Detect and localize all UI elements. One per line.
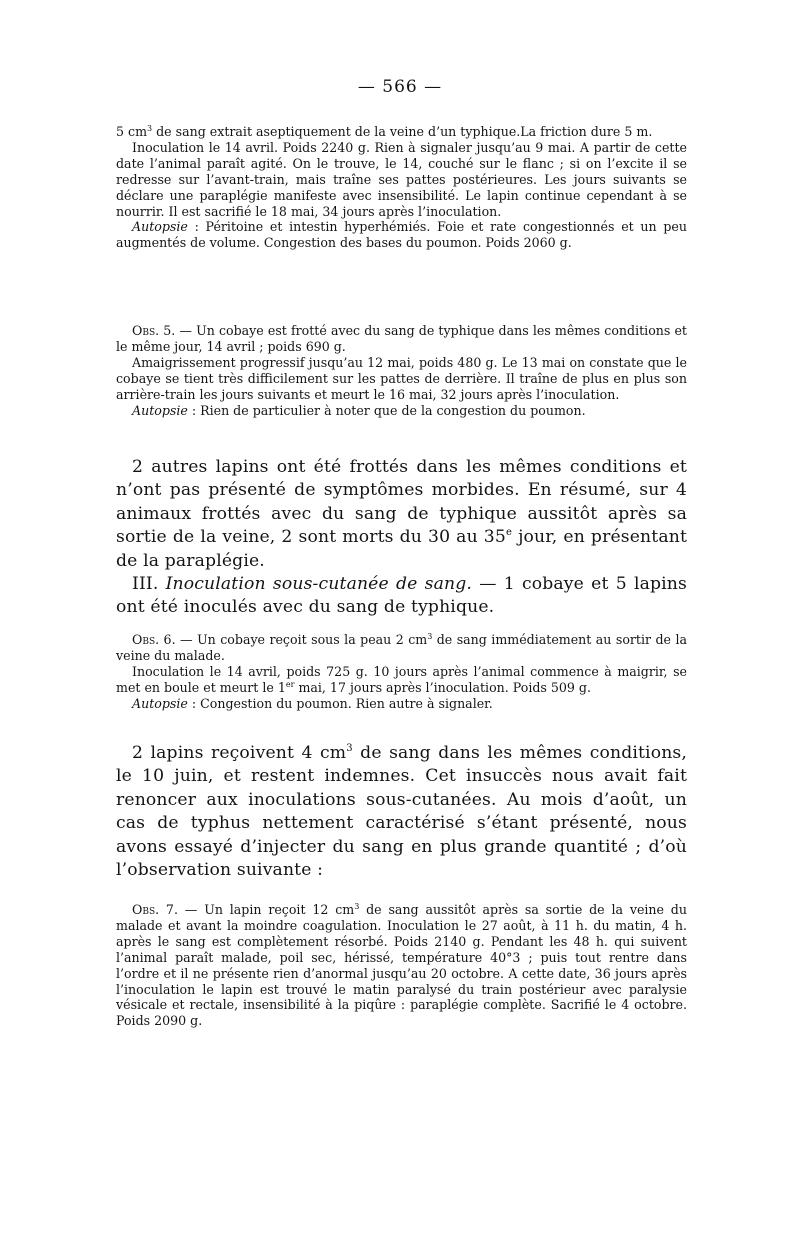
text: de sang aussitôt après sa sortie de la veine du malade et avant la moindre coagulation. Inoculation le 27 août, à 11 h. du matin, 4 h. après le sang est complètement résorbé. Poids 2140 g. Pendant les 48 h. qui suivent l’animal paraît malade, poil sec, hérissé, température 40°3 ; puis tout rentre dans l’ordre et il ne présente rien d’anormal jusqu’au 20 octobre. A cette date, 36 jours après l’inoculation le lapin est trouvé le matin paralysé du train postérieur avec paralysie vésicale et rectale, insensibilité à la piqûre : paraplégie complète. Sacrifié le 4 octobre. Poids 2090 g. (116, 902, 687, 1029)
text: : Péritoine et intestin hyperhémiés. Foie et rate congestionnés et un peu augmentés de volume. Congestion des bases du poumon. Poids 2060 g. (116, 219, 687, 251)
text: jour, en présentant de la paraplégie. (116, 527, 688, 571)
text: 2 lapins reçoivent 4 cm (132, 743, 347, 763)
text: : Congestion du poumon. Rien autre à signaler. (187, 695, 493, 711)
paragraph (116, 664, 687, 696)
superscript: 3 (354, 902, 360, 911)
paragraph: Amaigrissement progressif jusqu’au 12 mai, poids 480 g. Le 13 mai on constate que le cobaye se tient très difficilement sur les pattes de derrière. Il traîne de plus en plus son arrière-train les jours suivants et meurt le 16 mai, 32 jours après l’inoculation. (116, 354, 687, 402)
text: — 1 cobaye et 5 lapins ont été inoculés avec du sang de typhique. (116, 574, 687, 618)
text: 2 autres lapins ont été frottés dans les mêmes conditions et n’ont pas présenté de symptômes morbides. En résumé, sur 4 animaux frottés avec du sang de typhique aussitôt après sa sortie de la veine, 2 sont morts du 30 au 35 (116, 457, 687, 548)
text: mai, 17 jours après l’inoculation. Poids 509 g. (294, 679, 591, 695)
superscript: er (285, 679, 295, 689)
text: de sang immédiatement au sortir de la veine du malade. (116, 632, 687, 663)
text: — Un cobaye reçoit sous la peau 2 cm (175, 632, 428, 647)
text: — Un lapin reçoit 12 cm (177, 902, 355, 917)
paragraph (116, 219, 687, 251)
observation-label: Obs. 5. (132, 323, 176, 338)
paragraph (116, 124, 687, 140)
section-number: III. (132, 574, 166, 595)
text: Inoculation le 14 avril, poids 725 g. 10 jours après l’animal commence à maigrir, se met en boule et meurt le 1 (116, 663, 687, 695)
text: : Rien de particulier à noter que de la congestion du poumon. (187, 402, 586, 418)
text: de sang dans les mêmes conditions, le 10 juin, et restent indemnes. Cet insuccès nous avait fait renoncer aux inoculations sous-cutanées. Au mois d’août, un cas de typhus nettement caractérisé s’étant présenté, nous avons essayé d’injecter du sang en plus grande quantité ; d’où l’observation suivante : (116, 743, 687, 881)
main-text-block-2 (116, 742, 687, 882)
observation-label: Obs. 6. (132, 632, 176, 647)
observation-5-block (116, 323, 687, 418)
autopsie-label: Autopsie (132, 219, 188, 235)
paragraph (116, 632, 687, 664)
paragraph (116, 323, 687, 355)
page-number: — 566 — (357, 77, 443, 97)
text: de sang extrait aseptiquement de la veine d’un typhique.La friction dure 5 m. (152, 124, 653, 139)
section-title: Inoculation sous-cutanée de sang. (165, 574, 473, 595)
superscript: 3 (147, 124, 153, 133)
superscript: 3 (427, 632, 433, 641)
paragraph (116, 742, 687, 882)
superscript: 3 (346, 743, 353, 754)
observation-4-block (116, 124, 687, 251)
observation-6-block (116, 632, 687, 712)
paragraph (116, 696, 687, 712)
observation-7-block (116, 902, 687, 1029)
paragraph (116, 403, 687, 419)
autopsie-label: Autopsie (132, 695, 188, 711)
paragraph (116, 456, 687, 573)
superscript: e (505, 527, 513, 539)
section-heading-paragraph (116, 573, 687, 620)
observation-label: Obs. 7. (132, 902, 178, 917)
text: 5 cm (116, 124, 148, 139)
text: — Un cobaye est frotté avec du sang de typhique dans les mêmes conditions et le même jour, 14 avril ; poids 690 g. (116, 323, 687, 354)
paragraph (116, 902, 687, 1029)
paragraph: Inoculation le 14 avril. Poids 2240 g. Rien à signaler jusqu’au 9 mai. A partir de cette date l’animal paraît agité. On le trouve, le 14, couché sur le flanc ; si on l’excite il se redresse sur l’avant-train, mais traîne ses pattes postérieures. Les jours suivants se déclare une paraplégie manifeste avec insensibilité. Le lapin continue cependant à se nourrir. Il est sacrifié le 18 mai, 34 jours après l’inoculation. (116, 139, 687, 219)
autopsie-label: Autopsie (132, 402, 188, 418)
main-text-block (116, 456, 687, 620)
